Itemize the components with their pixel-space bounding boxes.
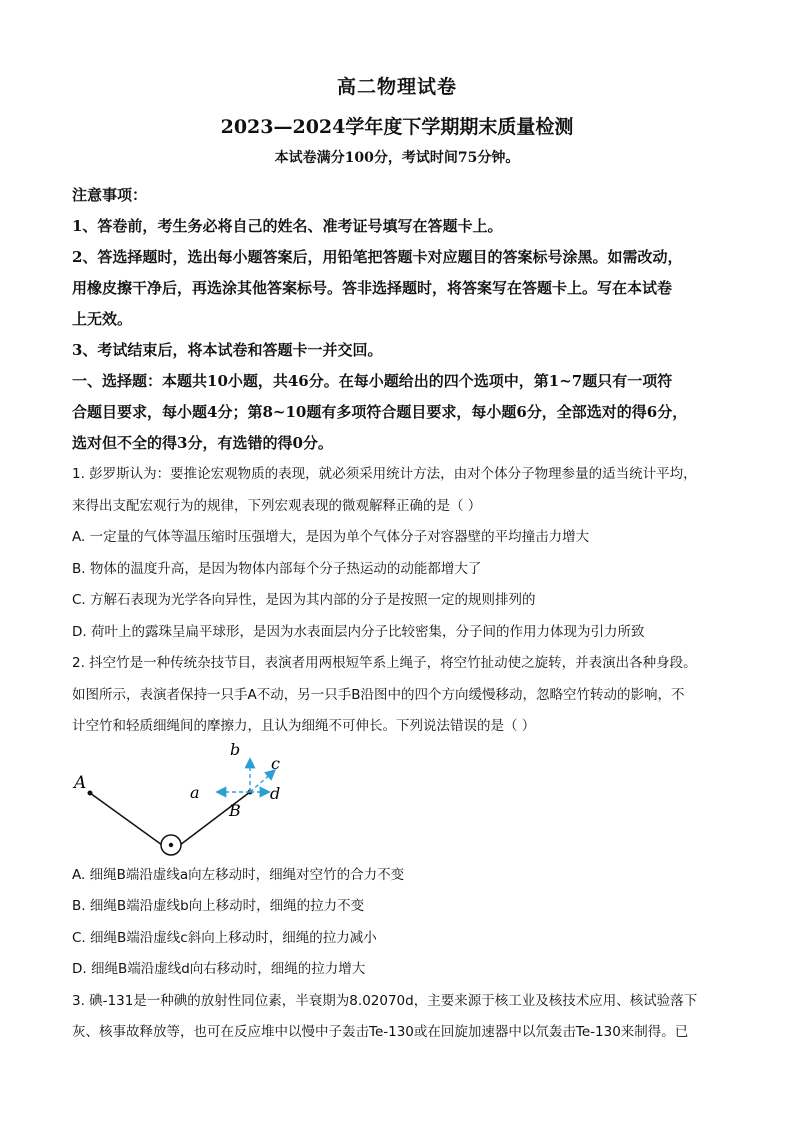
question-1-stem: 来得出支配宏观行为的规律，下列宏观表现的微观解释正确的是（ ） bbox=[72, 497, 482, 514]
diabolo-figure bbox=[72, 743, 728, 860]
rope-left bbox=[90, 793, 162, 845]
label-d: d bbox=[270, 783, 281, 803]
question-3-stem: 灰、核事故释放等，也可在反应堆中以慢中子轰击Te-130或在回旋加速器中以氘轰击Te-130来制得。已 bbox=[72, 1024, 689, 1040]
label-b-upper: B bbox=[229, 800, 241, 820]
exam-subtitle: 2023—2024学年度下学期期末质量检测 bbox=[220, 116, 574, 138]
question-2-option-c: C. 细绳B端沿虚线c斜向上移动时，细绳的拉力减小 bbox=[72, 929, 377, 946]
notice-line: 2、答选择题时，选出每小题答案后，用铅笔把答题卡对应题目的答案标号涂黑。如需改动， bbox=[72, 248, 683, 266]
section-instructions: 选对但不全的得3分，有选错的得0分。 bbox=[72, 434, 333, 452]
question-2-option-a: A. 细绳B端沿虚线a向左移动时，细绳对空竹的合力不变 bbox=[72, 866, 405, 883]
point-a bbox=[88, 790, 93, 795]
diabolo-diagram bbox=[72, 743, 312, 860]
question-2-stem: 2. 抖空竹是一种传统杂技节目，表演者用两根短竿系上绳子，将空竹扯动使之旋转，并表演出各种身段。 bbox=[72, 655, 697, 671]
question-1-option-a: A. 一定量的气体等温压缩时压强增大，是因为单个气体分子对容器壁的平均撞击力增大 bbox=[72, 529, 590, 545]
exam-info: 本试卷满分100分，考试时间75分钟。 bbox=[274, 150, 520, 166]
exam-body bbox=[72, 180, 728, 1049]
question-2-option-d: D. 细绳B端沿虚线d向右移动时，细绳的拉力增大 bbox=[72, 961, 366, 977]
exam-title: 高二物理试卷 bbox=[336, 76, 457, 98]
label-b-lower: b bbox=[230, 742, 241, 759]
question-3-stem: 3. 碘-131是一种碘的放射性同位素，半衰期为8.02070d，主要来源于核工业及核技术应用、核试验落下 bbox=[72, 992, 698, 1009]
question-1-option-c: C. 方解石表现为光学各向异性，是因为其内部的分子是按照一定的规则排列的 bbox=[72, 592, 536, 608]
notice-heading: 注意事项： bbox=[72, 186, 148, 204]
notice-line: 1、答卷前，考生务必将自己的姓名、准考证号填写在答题卡上。 bbox=[72, 217, 503, 235]
notice-line: 3、考试结束后，将本试卷和答题卡一并交回。 bbox=[72, 341, 383, 359]
notice-line: 上无效。 bbox=[72, 310, 133, 328]
question-2-stem: 计空竹和轻质细绳间的摩擦力，且认为细绳不可伸长。下列说法错误的是（ ） bbox=[72, 718, 536, 734]
question-2-stem: 如图所示，表演者保持一只手A不动，另一只手B沿图中的四个方向缓慢移动，忽略空竹转动的影响，不 bbox=[72, 686, 685, 703]
label-c: c bbox=[271, 753, 280, 773]
label-a-lower: a bbox=[190, 782, 200, 802]
question-1-stem: 1. 彭罗斯认为：要推论宏观物质的表现，就必须采用统计方法，由对个体分子物理参量的适当统计平均， bbox=[72, 466, 697, 482]
notice-line: 用橡皮擦干净后，再选涂其他答案标号。答非选择题时，将答案写在答题卡上。写在本试卷 bbox=[72, 279, 673, 297]
question-1-option-d: D. 荷叶上的露珠呈扁平球形，是因为水表面层内分子比较密集，分子间的作用力体现为引力所致 bbox=[72, 623, 645, 640]
question-1-option-b: B. 物体的温度升高，是因为物体内部每个分子热运动的动能都增大了 bbox=[72, 560, 482, 577]
diabolo-axle bbox=[169, 842, 173, 846]
label-a-upper: A bbox=[74, 772, 87, 793]
section-instructions: 一、选择题：本题共10小题，共46分。在每小题给出的四个选项中，第1~7题只有一项符 bbox=[72, 372, 673, 390]
section-instructions: 合题目要求，每小题4分；第8~10题有多项符合题目要求，每小题6分，全部选对的得6分， bbox=[72, 403, 688, 421]
question-2-option-b: B. 细绳B端沿虚线b向上移动时，细绳的拉力不变 bbox=[72, 898, 365, 914]
